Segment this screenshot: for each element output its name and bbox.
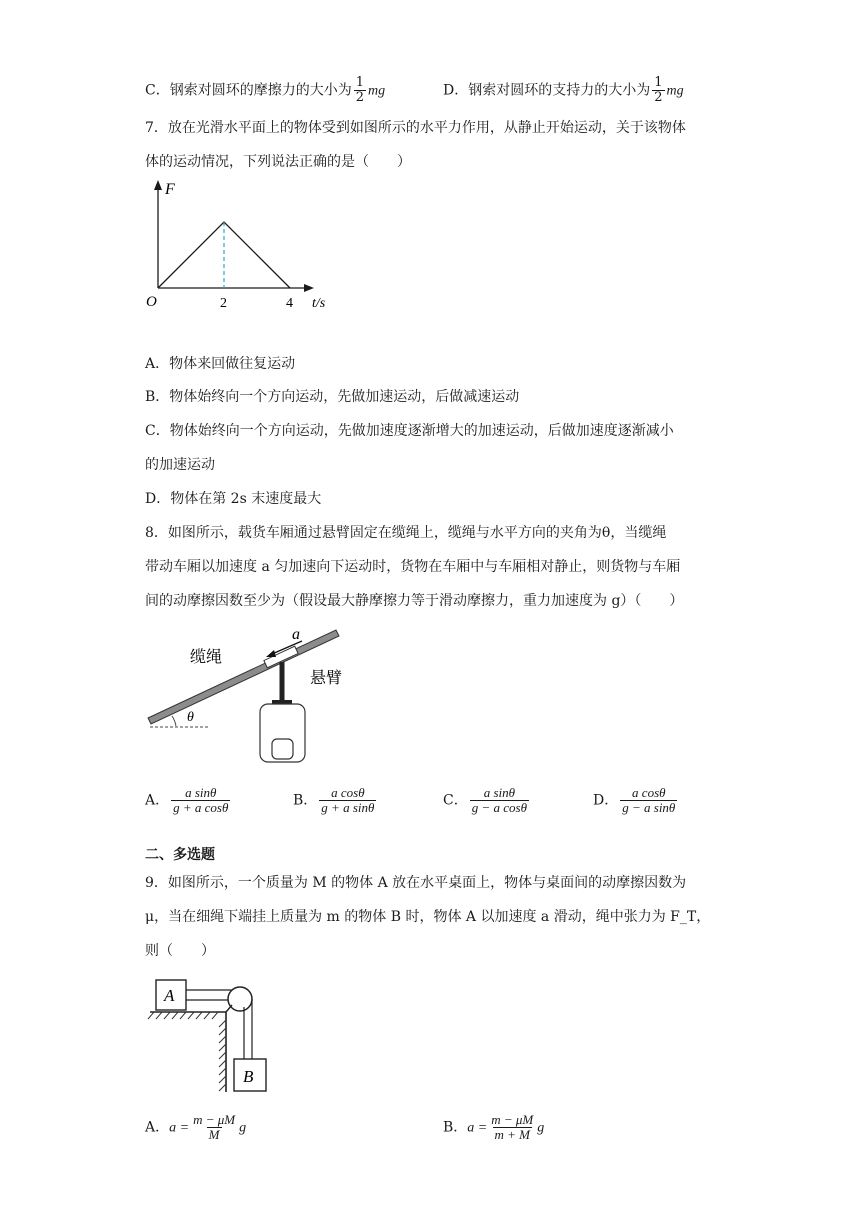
q9-stem-line3: 则（ ） <box>145 943 215 959</box>
q7-force-time-graph <box>140 176 340 316</box>
fraction: $\frac{m - \mu M}{m + M}$ <box>491 1112 534 1142</box>
fraction: $\frac{\text{a sinθ}}{\text{g + a cosθ}}$ <box>173 785 229 815</box>
y-axis-arrow <box>154 180 162 190</box>
q6-option-c: C．钢索对圆环的摩擦力的大小为 $\frac{1}{2}$ mg <box>145 75 386 105</box>
q8-option-d: D． $\frac{\text{a cosθ}}{\text{g − a sinθ}}$ <box>593 785 676 815</box>
cable-label: 缆绳 <box>190 649 223 666</box>
acceleration-label: a <box>292 626 300 643</box>
fraction: $\frac{1}{2}$ <box>654 75 663 105</box>
fraction: $\frac{\text{a cosθ}}{\text{g + a sinθ}}$ <box>321 785 375 815</box>
q7-option-a: A．物体来回做往复运动 <box>145 356 296 372</box>
angle-arc <box>172 716 176 726</box>
pulley <box>228 987 252 1011</box>
q7-stem-line1: 7．放在光滑水平面上的物体受到如图所示的水平力作用，从静止开始运动，关于该物体 <box>145 120 686 136</box>
q7-option-c-line1: C．物体始终向一个方向运动，先做加速度逐渐增大的加速运动，后做加速度逐渐减小 <box>145 423 674 439</box>
block-a-label: A <box>164 986 175 1005</box>
q8-stem-line3: 间的动摩擦因数至少为（假设最大静摩擦力等于滑动摩擦力，重力加速度为 g）（ ） <box>145 593 684 609</box>
pulley-support <box>226 1005 232 1012</box>
q6-option-c-text: C．钢索对圆环的摩擦力的大小为 <box>145 82 352 99</box>
block-b-label: B <box>243 1067 254 1086</box>
cargo <box>272 739 293 759</box>
q7-option-d: D．物体在第 2s 末速度最大 <box>145 491 322 507</box>
table-hatching <box>148 1012 226 1091</box>
angle-label: θ <box>187 710 194 725</box>
tick-label-4: 4 <box>286 296 293 311</box>
origin-label: O <box>146 294 157 310</box>
q8-cable-car-figure <box>140 622 380 772</box>
x-axis-arrow <box>304 284 314 292</box>
fraction: $\frac{\text{a cosθ}}{\text{g − a sinθ}}$ <box>622 785 676 815</box>
q8-option-b: B． $\frac{\text{a cosθ}}{\text{g + a sinθ}}$ <box>293 785 375 815</box>
fraction: $\frac{\text{a sinθ}}{\text{g − a cosθ}}$ <box>471 785 527 815</box>
q9-pulley-figure <box>146 972 281 1097</box>
q7-option-c-line2: 的加速运动 <box>145 457 215 473</box>
q7-option-b: B．物体始终向一个方向运动，先做加速运动，后做减速运动 <box>145 389 520 405</box>
q9-stem-line1: 9．如图所示，一个质量为 M 的物体 A 放在水平桌面上，物体与桌面间的动摩擦因数为 <box>145 875 687 891</box>
acceleration-arrowhead <box>266 650 276 657</box>
q6-option-d-text: D．钢索对圆环的支持力的大小为 <box>443 82 651 99</box>
q8-option-a: A． $\frac{\text{a sinθ}}{\text{g + a cosθ}}$ <box>145 785 229 815</box>
q8-stem-line1: 8．如图所示，载货车厢通过悬臂固定在缆绳上，缆绳与水平方向的夹角为θ，当缆绳 <box>145 525 667 541</box>
q7-stem-line2: 体的运动情况，下列说法正确的是（ ） <box>145 154 411 170</box>
fraction: $\frac{m - \mu M}{M}$ <box>193 1112 236 1142</box>
q8-stem-line2: 带动车厢以加速度 a 匀加速向下运动时，货物在车厢中与车厢相对静止，则货物与车厢 <box>145 559 681 575</box>
x-axis-label: t/s <box>312 296 326 311</box>
arm-label: 悬臂 <box>310 670 343 687</box>
q8-option-c: C． $\frac{\text{a sinθ}}{\text{g − a cosθ}}$ <box>443 785 527 815</box>
q9-option-b: B．a = $\frac{m - \mu M}{m + M}$ g <box>443 1112 545 1142</box>
y-axis-label: F <box>165 181 175 198</box>
fraction: $\frac{1}{2}$ <box>355 75 364 105</box>
section-title: 二、多选题 <box>145 847 215 863</box>
q9-option-a: A．a = $\frac{m - \mu M}{M}$ g <box>145 1112 247 1142</box>
q6-option-d: D．钢索对圆环的支持力的大小为 $\frac{1}{2}$ mg <box>443 75 684 105</box>
q9-stem-line2: μ，当在细绳下端挂上质量为 m 的物体 B 时，物体 A 以加速度 a 滑动，绳中张力为 F_T， <box>145 909 711 925</box>
tick-label-2: 2 <box>220 296 227 311</box>
